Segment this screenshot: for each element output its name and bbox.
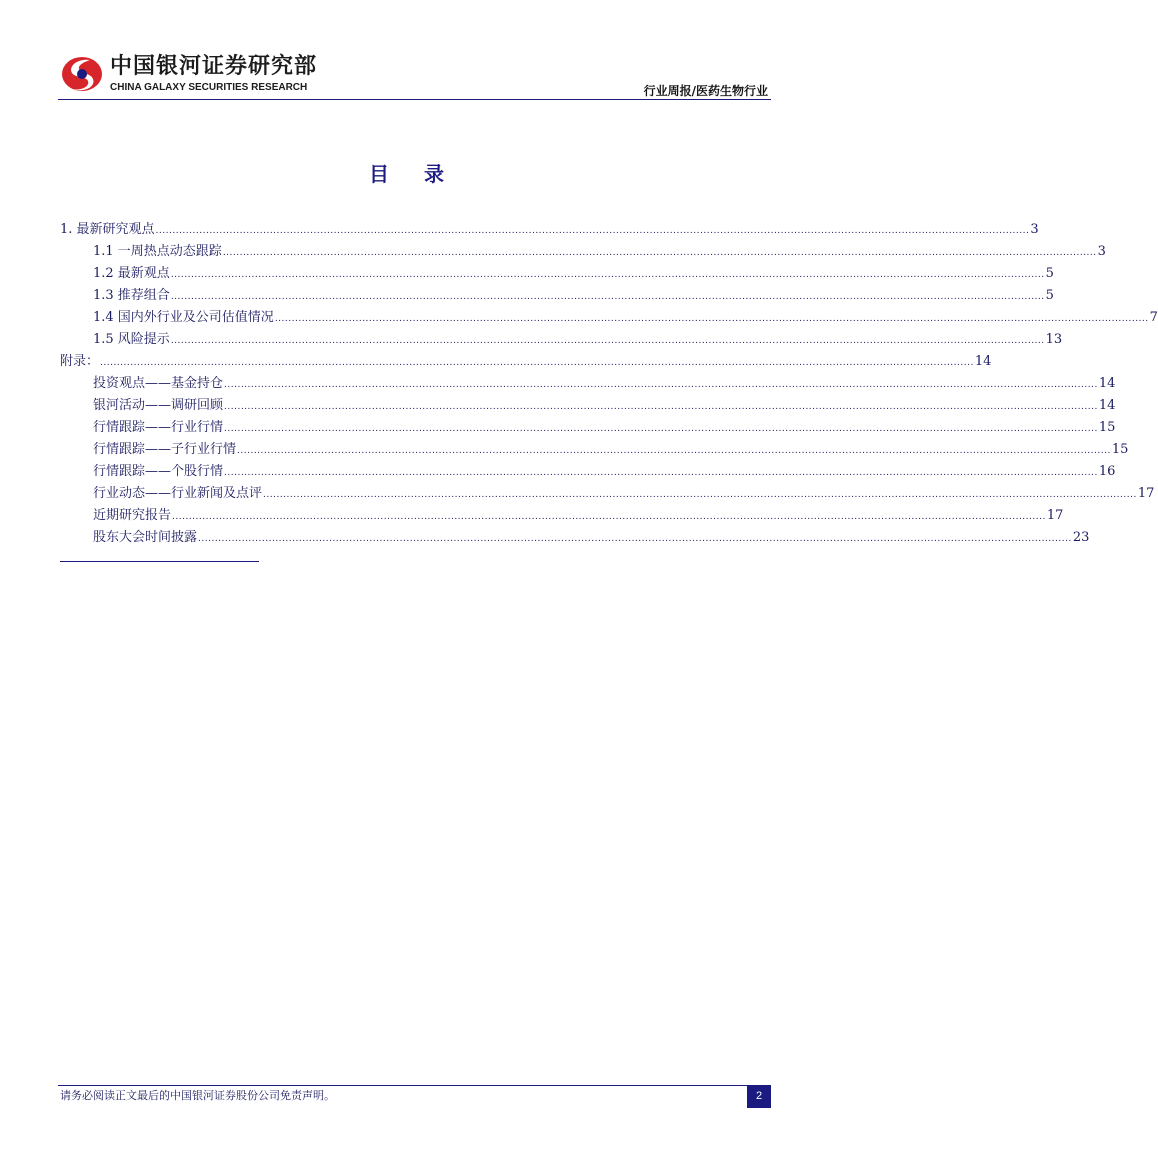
toc-entry-page: 14 <box>974 354 992 369</box>
toc-entry-label: 银河活动——调研回顾 <box>93 398 224 413</box>
toc-leader-dots: .................................................................................................................................................................................................................................................................... <box>224 424 1098 434</box>
toc-leader-dots: .................................................................................................................................................................................................................................................................... <box>170 336 1045 346</box>
toc-entry-label: 近期研究报告 <box>93 508 172 523</box>
toc-leader-dots: .................................................................................................................................................................................................................................................................... <box>274 314 1149 324</box>
toc-entry-label: 行情跟踪——个股行情 <box>93 464 224 479</box>
toc-entry[interactable] <box>60 527 1090 549</box>
toc-leader-dots: .................................................................................................................................................................................................................................................................... <box>172 512 1046 522</box>
toc-entry[interactable] <box>60 483 1155 505</box>
toc-entry-page: 3 <box>1030 222 1039 237</box>
toc-entry[interactable] <box>60 417 1116 439</box>
toc-entry-label: 1.4 国内外行业及公司估值情况 <box>93 310 274 325</box>
toc-entry[interactable] <box>60 285 1054 307</box>
toc-entry-page: 13 <box>1045 332 1063 347</box>
toc-leader-dots: .................................................................................................................................................................................................................................................................... <box>170 292 1045 302</box>
toc-entry[interactable] <box>60 351 992 373</box>
toc-entry-page: 15 <box>1111 442 1129 457</box>
header-divider <box>58 99 771 100</box>
toc-entry-label: 附录： <box>60 354 100 369</box>
toc-entry-label: 股东大会时间披露 <box>93 530 198 545</box>
toc-entry[interactable] <box>60 461 1116 483</box>
page-header <box>58 52 770 102</box>
toc-leader-dots: .................................................................................................................................................................................................................................................................... <box>170 270 1045 280</box>
toc-entry-page: 16 <box>1098 464 1116 479</box>
toc-entry-page: 5 <box>1045 266 1054 281</box>
toc-entry-label: 投资观点——基金持仓 <box>93 376 224 391</box>
toc-entry-label: 行情跟踪——子行业行情 <box>93 442 237 457</box>
toc-entry-page: 23 <box>1072 530 1090 545</box>
toc-leader-dots: .................................................................................................................................................................................................................................................................... <box>100 358 974 368</box>
logo-english-name: CHINA GALAXY SECURITIES RESEARCH <box>110 82 308 93</box>
toc-entry-label: 行业动态——行业新闻及点评 <box>93 486 263 501</box>
toc-leader-dots: .................................................................................................................................................................................................................................................................... <box>224 380 1098 390</box>
toc-entry-page: 5 <box>1045 288 1054 303</box>
toc-entry-page: 14 <box>1098 376 1116 391</box>
toc-entry[interactable] <box>60 439 1129 461</box>
toc-entry[interactable] <box>60 219 1039 241</box>
footer-divider <box>58 1085 771 1086</box>
toc-entry[interactable] <box>60 373 1116 395</box>
toc-entry[interactable] <box>60 241 1106 263</box>
toc-leader-dots: .................................................................................................................................................................................................................................................................... <box>155 226 1030 236</box>
page-number: 2 <box>747 1086 771 1108</box>
toc-leader-dots: .................................................................................................................................................................................................................................................................... <box>222 248 1097 258</box>
footer-disclaimer: 请务必阅读正文最后的中国银河证券股份公司免责声明。 <box>60 1089 335 1102</box>
toc-leader-dots: .................................................................................................................................................................................................................................................................... <box>224 468 1098 478</box>
toc-entry[interactable] <box>60 307 1158 329</box>
toc-leader-dots: .................................................................................................................................................................................................................................................................... <box>263 490 1137 500</box>
toc-end-divider <box>60 561 259 562</box>
toc-entry-page: 3 <box>1097 244 1106 259</box>
logo-chinese-name: 中国银河证券研究部 <box>110 54 318 79</box>
galaxy-logo-icon <box>60 54 104 94</box>
toc-entry-label: 1.1 一周热点动态跟踪 <box>93 244 222 259</box>
toc-entry-page: 17 <box>1137 486 1155 501</box>
toc-entry-label: 1. 最新研究观点 <box>60 222 155 237</box>
toc-entry-label: 1.3 推荐组合 <box>93 288 170 303</box>
table-of-contents <box>60 219 1158 549</box>
toc-entry[interactable] <box>60 329 1063 351</box>
toc-leader-dots: .................................................................................................................................................................................................................................................................... <box>224 402 1098 412</box>
toc-entry-page: 15 <box>1098 420 1116 435</box>
toc-entry-label: 行情跟踪——行业行情 <box>93 420 224 435</box>
toc-entry[interactable] <box>60 505 1064 527</box>
toc-leader-dots: .................................................................................................................................................................................................................................................................... <box>198 534 1072 544</box>
toc-entry-label: 1.5 风险提示 <box>93 332 170 347</box>
toc-entry[interactable] <box>60 395 1116 417</box>
toc-entry-label: 1.2 最新观点 <box>93 266 170 281</box>
toc-title: 目 录 <box>369 162 458 186</box>
toc-entry[interactable] <box>60 263 1054 285</box>
toc-entry-page: 14 <box>1098 398 1116 413</box>
toc-entry-page: 17 <box>1046 508 1064 523</box>
toc-entry-page: 7 <box>1149 310 1158 325</box>
toc-leader-dots: .................................................................................................................................................................................................................................................................... <box>237 446 1111 456</box>
report-category: 行业周报/医药生物行业 <box>643 84 768 98</box>
